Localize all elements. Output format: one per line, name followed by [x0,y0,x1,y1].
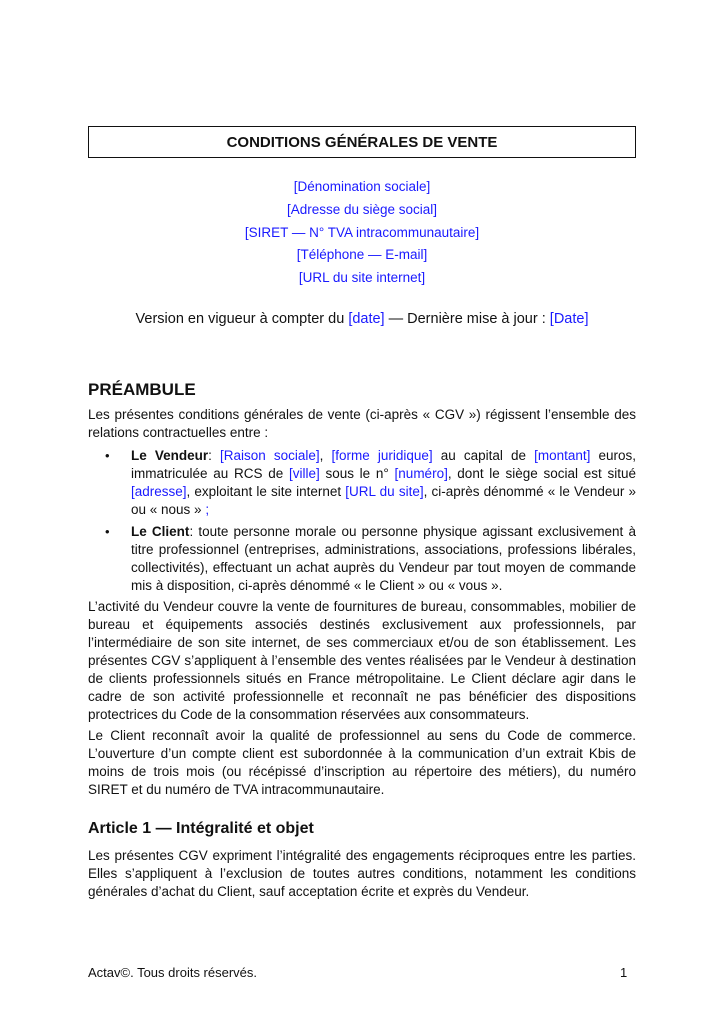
vendeur-text: : [208,448,220,463]
vendeur-label: Le Vendeur [131,448,209,463]
company-address-placeholder: [Adresse du siège social] [286,201,438,217]
parties-list [88,447,636,599]
company-url-placeholder: [URL du site internet] [298,270,426,286]
company-siret-placeholder: [SIRET — N° TVA intracommunautaire] [244,224,480,240]
document-title: CONDITIONS GÉNÉRALES DE VENTE [226,133,498,151]
client-label: Le Client [131,524,190,539]
ville-placeholder: [ville] [288,466,320,481]
version-date-placeholder: [date] [348,311,385,327]
company-name-placeholder: [Dénomination sociale] [293,179,431,194]
professional-paragraph: Le Client reconnaît avoir la qualité de professionnel au sens du Code de commerce. L’ouverture d’un compte client est subordonnée à la communication d’un extrait Kbis de moins de trois mois (ou récépissé d’inscription au répertoire des métiers), du numéro SIRET et du numéro de TVA intracommunautaire. [88,728,636,797]
vendeur-text: , dont le siège social est situé [447,466,637,481]
vendeur-text: au capital de [432,448,535,463]
version-prefix: Version en vigueur à compter du [135,311,349,327]
raison-sociale-placeholder: [Raison sociale] [219,448,320,463]
page-number: 1 [620,965,628,980]
version-line [88,311,636,327]
vendeur-text: , exploitant le site internet [186,484,346,499]
forme-juridique-placeholder: [forme juridique] [331,448,433,463]
bullet-icon: • [105,448,110,463]
vendeur-text: , ci-après dénommé « le Vendeur » ou « nous » [131,484,636,517]
client-text: : toute personne morale ou personne physique agissant exclusivement à titre professionnel (entreprises, administrations, associations, professions libérales, collectivités), effectuant un achat auprès du Vendeur par tout moyen de commande mis à disposition, ci-après dénommé « le Client » ou « vous ». [131,524,636,593]
vendeur-text: sous le n° [319,466,395,481]
list-item-vendeur [88,447,636,519]
semicolon-placeholder: ; [205,502,210,517]
vendeur-text: , [319,448,332,463]
footer-copyright: Actav©. Tous droits réservés. [88,965,258,980]
company-contact-placeholder: [Téléphone — E-mail] [296,247,428,263]
article1-heading: Article 1 — Intégralité et objet [88,820,314,837]
preambule-intro: Les présentes conditions générales de vente (ci-après « CGV ») régissent l’ensemble des relations contractuelles entre : [88,407,636,440]
activity-paragraph: L’activité du Vendeur couvre la vente de fournitures de bureau, consommables, mobilier de bureau et équipements associés destinés exclusivement aux professionnels, par l’intermédiaire de son site internet, de ses commerciaux et/ou de son établissement. Les présentes CGV s’appliquent à l’ensemble des ventes réalisées par le Vendeur à destination de clients professionnels situés en France métropolitaine. Le Client déclare agir dans le cadre de son activité professionnelle et reconnaît ne pas bénéficier des dispositions protectrices du Code de la consommation réservées aux consommateurs. [88,599,636,722]
version-middle: — Dernière mise à jour : [384,311,550,327]
url-site-placeholder: [URL du site] [345,484,424,499]
numero-placeholder: [numéro] [394,466,448,481]
preambule-heading: PRÉAMBULE [88,380,196,399]
bullet-icon: • [105,524,110,539]
update-date-placeholder: [Date] [549,311,589,327]
article1-text: Les présentes CGV expriment l’intégralité des engagements réciproques entre les parties. Elles s’appliquent à l’exclusion de toutes autres conditions, notamment les conditions générales d’achat du Client, sauf acceptation écrite et exprès du Vendeur. [88,848,636,899]
list-item-client [88,523,636,595]
document-title-box [88,126,636,158]
company-info-block [88,176,636,290]
vendeur-text: euros, immatriculée au RCS de [131,448,636,481]
adresse-placeholder: [adresse] [131,484,187,499]
montant-placeholder: [montant] [534,448,591,463]
